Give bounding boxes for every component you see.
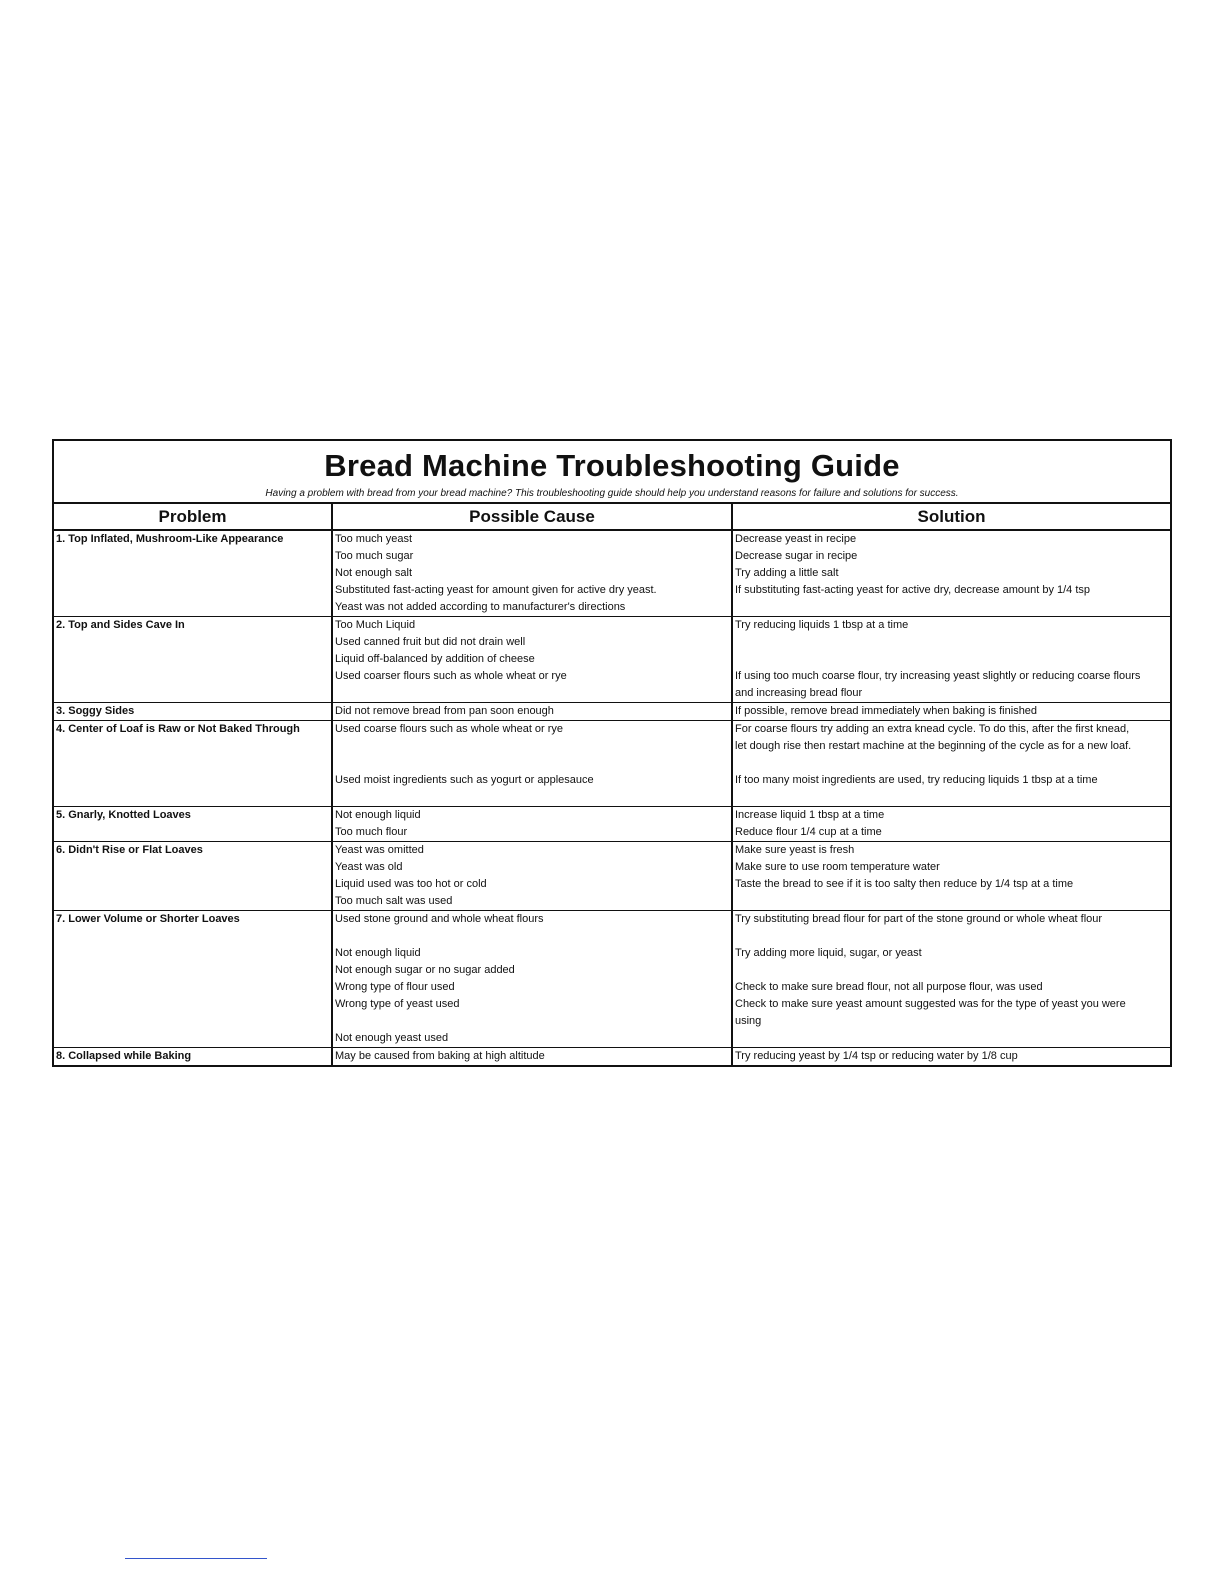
- solution-line: If possible, remove bread immediately when baking is finished: [735, 705, 1038, 717]
- problem-label: 7. Lower Volume or Shorter Loaves: [56, 913, 240, 925]
- cause-line: Not enough salt: [335, 567, 413, 579]
- table-row: [54, 617, 1170, 703]
- cause-cell: [332, 721, 732, 807]
- troubleshooting-sheet: [52, 439, 1172, 1067]
- solution-cell: [732, 1048, 1170, 1066]
- problem-label: 2. Top and Sides Cave In: [56, 619, 185, 631]
- cause-line: Too much flour: [335, 826, 408, 838]
- table-row: [54, 807, 1170, 842]
- header-solution: Solution: [732, 504, 1170, 530]
- problem-cell: [54, 911, 332, 1048]
- cause-cell: [332, 703, 732, 721]
- cause-line: Wrong type of flour used: [335, 981, 455, 993]
- cause-line: [335, 738, 729, 755]
- solution-line: If substituting fast-acting yeast for active dry, decrease amount by 1/4 tsp: [735, 584, 1091, 596]
- cause-line: May be caused from baking at high altitude: [335, 1050, 545, 1062]
- solution-line: For coarse flours try adding an extra knead cycle. To do this, after the first knead,: [735, 723, 1130, 735]
- cause-line: Too Much Liquid: [335, 619, 416, 631]
- cause-line: [335, 928, 729, 945]
- page-title: Bread Machine Troubleshooting Guide: [324, 448, 900, 483]
- table-row: [54, 842, 1170, 911]
- problem-cell: [54, 807, 332, 842]
- cause-line: Used coarser flours such as whole wheat or rye: [335, 670, 567, 682]
- solution-line: [735, 962, 1168, 979]
- cause-line: Used coarse flours such as whole wheat or rye: [335, 723, 564, 735]
- table-row: [54, 703, 1170, 721]
- solution-line: [735, 893, 1168, 910]
- solution-line: [735, 1030, 1168, 1047]
- cause-line: Used canned fruit but did not drain well: [335, 636, 526, 648]
- solution-line: Try reducing liquids 1 tbsp at a time: [735, 619, 909, 631]
- cause-line: Not enough sugar or no sugar added: [335, 964, 515, 976]
- troubleshooting-table: [54, 504, 1170, 1065]
- table-row: [54, 911, 1170, 1048]
- page-subtitle: Having a problem with bread from your bread machine? This troubleshooting guide should help you understand reasons for failure and solutions for success.: [265, 488, 959, 499]
- table-body: [54, 530, 1170, 1065]
- cause-cell: [332, 1048, 732, 1066]
- cause-line: Used stone ground and whole wheat flours: [335, 913, 544, 925]
- solution-line: Check to make sure bread flour, not all purpose flour, was used: [735, 981, 1043, 993]
- cause-line: [335, 755, 729, 772]
- solution-cell: [732, 721, 1170, 807]
- cause-line: Too much sugar: [335, 550, 414, 562]
- problem-label: 3. Soggy Sides: [56, 705, 135, 717]
- footer-link-underline[interactable]: [125, 1558, 267, 1559]
- cause-cell: [332, 617, 732, 703]
- solution-line: Make sure to use room temperature water: [735, 861, 940, 873]
- solution-line: Reduce flour 1/4 cup at a time: [735, 826, 882, 838]
- problem-cell: [54, 530, 332, 617]
- solution-line: Try reducing yeast by 1/4 tsp or reducing water by 1/8 cup: [735, 1050, 1018, 1062]
- cause-line: Not enough liquid: [335, 809, 421, 821]
- solution-line: [735, 599, 1168, 616]
- problem-label: 5. Gnarly, Knotted Loaves: [56, 809, 191, 821]
- solution-line: using: [735, 1015, 762, 1027]
- cause-line: Yeast was not added according to manufacturer's directions: [335, 601, 626, 613]
- problem-label: 8. Collapsed while Baking: [56, 1050, 192, 1062]
- solution-line: If using too much coarse flour, try increasing yeast slightly or reducing coarse flours: [735, 670, 1141, 682]
- solution-line: Decrease yeast in recipe: [735, 533, 857, 545]
- cause-line: [335, 1013, 729, 1030]
- cause-line: Too much salt was used: [335, 895, 453, 907]
- cause-line: Not enough yeast used: [335, 1032, 449, 1044]
- cause-line: Yeast was old: [335, 861, 403, 873]
- solution-line: let dough rise then restart machine at the beginning of the cycle as for a new loaf.: [735, 740, 1132, 752]
- solution-cell: [732, 530, 1170, 617]
- solution-line: Make sure yeast is fresh: [735, 844, 855, 856]
- problem-label: 1. Top Inflated, Mushroom-Like Appearance: [56, 533, 284, 545]
- problem-cell: [54, 721, 332, 807]
- problem-cell: [54, 842, 332, 911]
- solution-line: [735, 634, 1168, 651]
- cause-cell: [332, 842, 732, 911]
- solution-line: Try adding more liquid, sugar, or yeast: [735, 947, 922, 959]
- table-row: [54, 721, 1170, 807]
- solution-line: Taste the bread to see if it is too salty then reduce by 1/4 tsp at a time: [735, 878, 1074, 890]
- header-cause: Possible Cause: [332, 504, 732, 530]
- table-row: [54, 530, 1170, 617]
- cause-cell: [332, 530, 732, 617]
- solution-cell: [732, 617, 1170, 703]
- solution-line: Try substituting bread flour for part of the stone ground or whole wheat flour: [735, 913, 1103, 925]
- solution-cell: [732, 911, 1170, 1048]
- solution-line: [735, 789, 1168, 806]
- solution-line: Check to make sure yeast amount suggested was for the type of yeast you were: [735, 998, 1126, 1010]
- cause-line: Too much yeast: [335, 533, 413, 545]
- solution-line: [735, 651, 1168, 668]
- cause-line: Liquid off-balanced by addition of cheese: [335, 653, 535, 665]
- solution-cell: [732, 703, 1170, 721]
- table-row: [54, 1048, 1170, 1066]
- cause-line: Not enough liquid: [335, 947, 421, 959]
- solution-line: If too many moist ingredients are used, try reducing liquids 1 tbsp at a time: [735, 774, 1098, 786]
- solution-line: and increasing bread flour: [735, 687, 863, 699]
- table-header-row: [54, 504, 1170, 530]
- cause-line: Did not remove bread from pan soon enough: [335, 705, 554, 717]
- cause-line: Yeast was omitted: [335, 844, 424, 856]
- cause-line: Substituted fast-acting yeast for amount given for active dry yeast.: [335, 584, 657, 596]
- cause-line: [335, 685, 729, 702]
- cause-line: Liquid used was too hot or cold: [335, 878, 487, 890]
- header-problem: Problem: [54, 504, 332, 530]
- cause-cell: [332, 911, 732, 1048]
- cause-line: Used moist ingredients such as yogurt or applesauce: [335, 774, 594, 786]
- cause-cell: [332, 807, 732, 842]
- solution-cell: [732, 842, 1170, 911]
- cause-line: [335, 789, 729, 806]
- solution-cell: [732, 807, 1170, 842]
- solution-line: Decrease sugar in recipe: [735, 550, 858, 562]
- problem-cell: [54, 703, 332, 721]
- title-block: [54, 441, 1170, 504]
- problem-label: 6. Didn't Rise or Flat Loaves: [56, 844, 203, 856]
- problem-cell: [54, 617, 332, 703]
- cause-line: Wrong type of yeast used: [335, 998, 460, 1010]
- solution-line: Increase liquid 1 tbsp at a time: [735, 809, 885, 821]
- solution-line: [735, 928, 1168, 945]
- solution-line: [735, 755, 1168, 772]
- solution-line: Try adding a little salt: [735, 567, 839, 579]
- problem-label: 4. Center of Loaf is Raw or Not Baked Through: [56, 723, 300, 735]
- problem-cell: [54, 1048, 332, 1066]
